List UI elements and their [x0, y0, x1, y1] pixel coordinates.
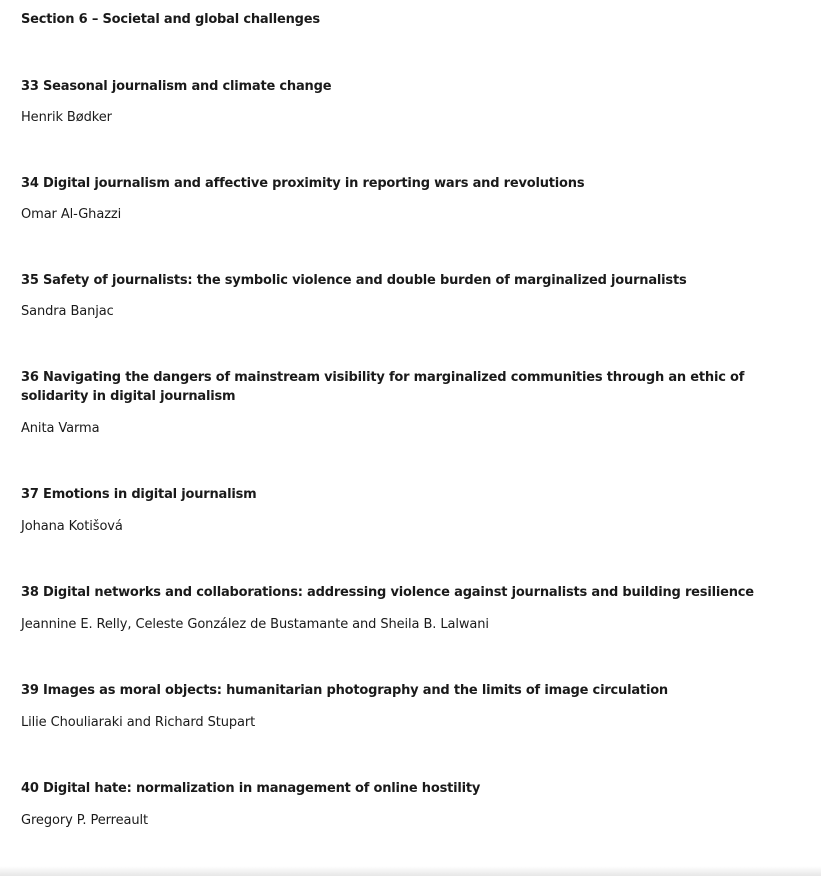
chapter-title[interactable]: 35 Safety of journalists: the symbolic violence and double burden of marginalized journalists [21, 273, 687, 288]
chapter-title[interactable]: 39 Images as moral objects: humanitarian photography and the limits of image circulation [21, 683, 668, 698]
section-title: Section 6 – Societal and global challenges [21, 12, 320, 27]
chapter-title[interactable]: 33 Seasonal journalism and climate change [21, 79, 332, 94]
chapter-item[interactable] [21, 681, 811, 731]
chapter-authors: Jeannine E. Relly, Celeste González de Bustamante and Sheila B. Lalwani [21, 617, 489, 632]
chapter-authors: Gregory P. Perreault [21, 813, 149, 828]
chapter-title[interactable]: 34 Digital journalism and affective proximity in reporting wars and revolutions [21, 176, 585, 191]
chapter-item[interactable] [21, 779, 811, 829]
chapter-title[interactable]: 37 Emotions in digital journalism [21, 487, 257, 502]
chapter-item[interactable] [21, 485, 811, 535]
chapter-title[interactable]: 38 Digital networks and collaborations: addressing violence against journalists and building resilience [21, 585, 754, 600]
bottom-edge-shadow [0, 866, 821, 876]
chapter-item[interactable] [21, 271, 811, 320]
chapter-item[interactable] [21, 77, 811, 126]
table-of-contents [21, 11, 811, 829]
chapter-item[interactable] [21, 583, 811, 633]
chapter-authors: Lilie Chouliaraki and Richard Stupart [21, 715, 256, 730]
chapter-item[interactable] [21, 368, 811, 437]
chapter-title[interactable]: 40 Digital hate: normalization in management of online hostility [21, 781, 481, 796]
chapter-authors: Henrik Bødker [21, 110, 112, 125]
chapter-authors: Johana Kotišová [21, 519, 123, 534]
chapter-item[interactable] [21, 174, 811, 223]
chapter-authors: Omar Al-Ghazzi [21, 207, 122, 222]
chapter-authors: Sandra Banjac [21, 304, 114, 319]
chapter-title[interactable]: 36 Navigating the dangers of mainstream visibility for marginalized communities through an ethic of solidarity in digital journalism [21, 370, 745, 404]
chapter-authors: Anita Varma [21, 421, 100, 436]
